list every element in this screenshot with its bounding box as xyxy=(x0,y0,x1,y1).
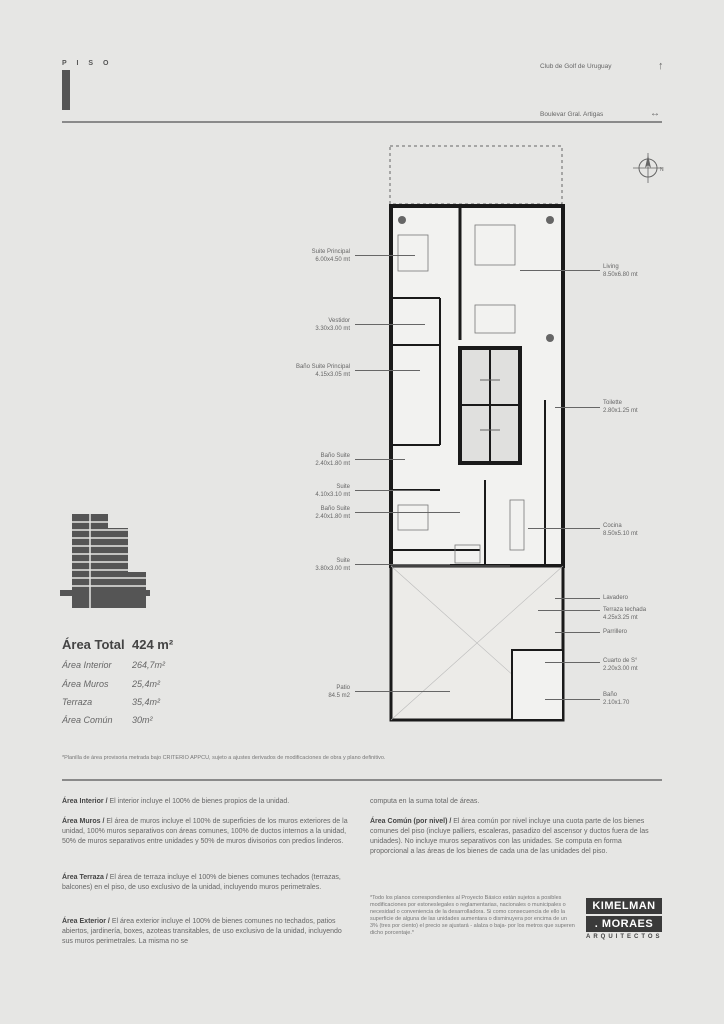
room-vestidor: Vestidor 3.30x3.00 mt xyxy=(315,318,350,332)
leader-line xyxy=(545,662,600,663)
room-living: Living 8.50x6.80 mt xyxy=(603,264,638,278)
leader-line xyxy=(355,490,430,491)
leader-line xyxy=(355,255,415,256)
area-interior-label: Área Interior xyxy=(62,660,112,670)
building-elevation-image xyxy=(60,508,150,614)
leader-line xyxy=(355,370,420,371)
area-total-value: 424 m² xyxy=(132,637,174,652)
leader-line xyxy=(355,459,405,460)
room-terraza-techada: Terraza techada 4.25x3.25 mt xyxy=(603,607,647,621)
arrow-left-right-icon: ↔ xyxy=(650,108,660,119)
arrow-up-icon: ↑ xyxy=(658,60,664,72)
street-label: Boulevar Gral. Artigas xyxy=(540,111,604,118)
room-patio: Patio 84.5 m2 xyxy=(328,685,350,699)
section-rule xyxy=(62,779,662,781)
area-total-label: Área Total xyxy=(62,637,125,652)
definition-interior: Área Interior / El interior incluye el 100% de bienes propios de la unidad. xyxy=(62,798,290,805)
definition-terraza: Área Terraza / El área de terraza incluye el 100% de bienes comunes techados (terrazas, balcones) en el piso, de uso exclusivo de la unidad, incluyendo muros perimetrales. xyxy=(62,874,341,891)
room-bano-suite-principal: Baño Suite Principal 4.15x3.05 mt xyxy=(295,364,350,378)
area-muros-value: 25,4m² xyxy=(132,679,161,689)
leader-line xyxy=(528,528,600,529)
leader-line xyxy=(555,598,600,599)
area-comun-value: 30m² xyxy=(132,715,153,725)
leader-line xyxy=(520,270,600,271)
floor-plan xyxy=(380,140,580,730)
kimelman-moraes-logo: KIMELMAN . MORAES ARQUITECTOS xyxy=(586,900,663,940)
leader-line xyxy=(355,691,450,692)
room-suite-1: Suite 4.10x3.10 mt xyxy=(315,484,350,498)
room-bano: Baño 2.10x1.70 xyxy=(603,692,630,706)
room-toilette: Toilette 2.80x1.25 mt xyxy=(603,400,638,414)
leader-line xyxy=(355,324,425,325)
area-disclaimer: *Planilla de área provisoria metrada bajo CRITERIO APPCU, sujeto a ajustes derivados de modificaciones de obra y plano definitivo. xyxy=(62,755,386,761)
leader-line xyxy=(555,407,600,408)
header-rule xyxy=(62,121,662,123)
room-cuarto-servicio: Cuarto de S° 2.20x3.00 mt xyxy=(603,658,638,672)
definition-exterior-continued: computa en la suma total de áreas. xyxy=(370,798,480,805)
room-bano-suite-2: Baño Suite 2.40x1.80 mt xyxy=(315,506,350,520)
leader-line xyxy=(355,512,460,513)
room-suite-principal: Suite Principal 6.00x4.50 mt xyxy=(311,249,350,263)
definition-comun: Área Común (por nivel) / El área común por nivel incluye una cuota parte de los bienes comunes del piso (incluye palliers, escaleras, pasadizo del ascensor y ductos fuera de las unidades). No incluye muros separativos con las unidades. Se computa en forma proporcional a las áreas de los bienes de cada una de las unidades del piso. xyxy=(370,818,649,855)
leader-line xyxy=(545,699,600,700)
room-bano-suite-1: Baño Suite 2.40x1.80 mt xyxy=(315,453,350,467)
piso-label: P I S O xyxy=(62,60,113,67)
footnote: *Todo los planos correspondientes al Proyecto Básico están sujetos a posibles modificaciones por estoneslegales o reglamentarias, nacionales o municipales o necesidad o conveniencia de la desarrolladora. Si como consecuencia de ello la superficie de alguna de las unidades aumentara o disminuyera por encima de un 3% (tres por ciento) el precio se ajustará - alalza o baja- por los metros que superen dicho porcentaje.* xyxy=(370,895,575,936)
definition-muros: Área Muros / El área de muros incluye el 100% de superficies de los muros exteriores de la unidad, 100% muros separativos con áreas comunes, 100% de ductos internos a la unidad, 50% de muros separativos entre unidades y 50% de muros divisorios con predios linderos. xyxy=(62,818,348,845)
area-terraza-label: Terraza xyxy=(62,697,93,707)
leader-line xyxy=(355,564,450,565)
leader-line xyxy=(538,610,600,611)
top-landmark: Club de Golf de Uruguay xyxy=(540,63,612,70)
room-lavadero: Lavadero xyxy=(603,595,629,601)
floor-number-bar xyxy=(62,70,70,110)
area-comun-label: Área Común xyxy=(62,715,113,725)
area-interior-value: 264,7m² xyxy=(132,660,166,670)
room-cocina: Cocina 8.50x5.10 mt xyxy=(603,523,638,537)
leader-line xyxy=(555,632,600,633)
room-parrillero: Parrillero xyxy=(603,629,628,635)
compass-north: N xyxy=(660,167,664,173)
room-suite-2: Suite 3.80x3.00 mt xyxy=(315,558,350,572)
area-terraza-value: 35,4m² xyxy=(132,697,161,707)
area-muros-label: Área Muros xyxy=(62,679,109,689)
definition-exterior: Área Exterior / El área exterior incluye el 100% de bienes comunes no techados, patios abiertos, jardinería, boxes, azoteas transitables, de uso exclusivo de la unidad, incluyendo sus muros perimetrales. La misma no se xyxy=(62,918,342,945)
compass-icon xyxy=(630,150,666,186)
